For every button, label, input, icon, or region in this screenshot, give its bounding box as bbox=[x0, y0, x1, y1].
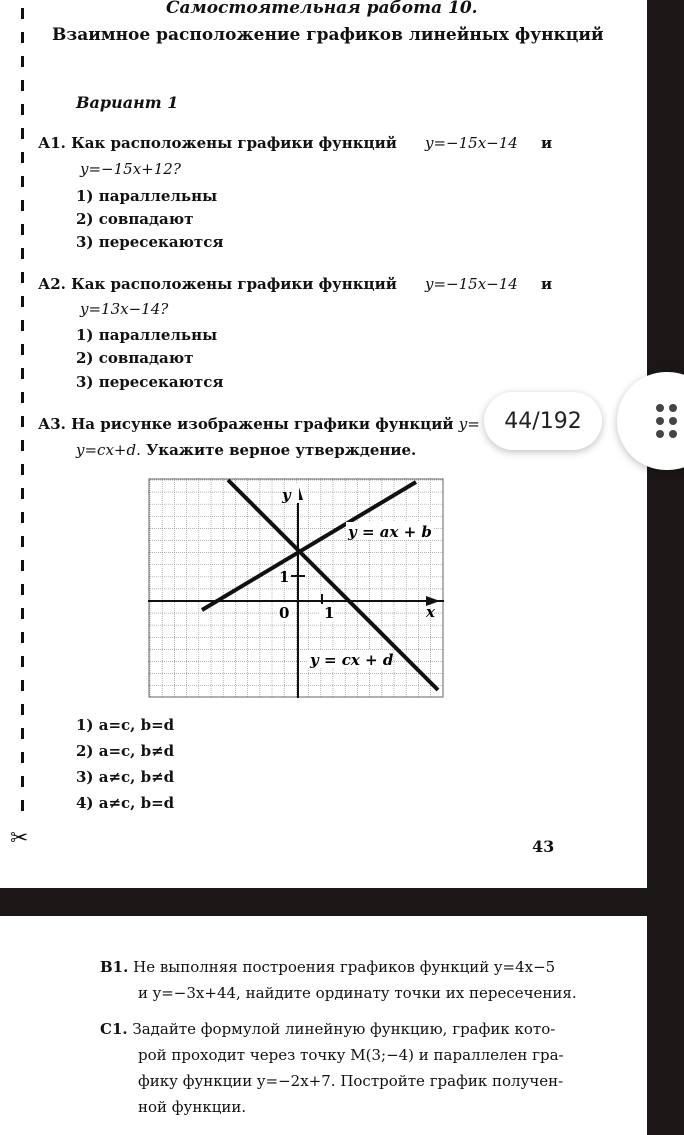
a1-option-2: 2) совпадают bbox=[76, 210, 194, 228]
a3-formula-1: y= bbox=[458, 415, 480, 433]
b1-line-2: и y=−3x+44, найдите ординату точки их пересечения. bbox=[138, 984, 577, 1002]
topic-title: Взаимное расположение графиков линейных функций bbox=[52, 25, 604, 45]
a1-formula-1: y=−15x−14 bbox=[425, 134, 518, 152]
cut-mark bbox=[21, 584, 24, 595]
question-a1 bbox=[38, 134, 397, 152]
question-a3 bbox=[38, 415, 480, 433]
cut-mark bbox=[21, 8, 24, 19]
a3-number: А3. bbox=[38, 415, 66, 433]
a2-and: и bbox=[541, 275, 553, 293]
cut-mark bbox=[21, 488, 24, 499]
a3-option-1: 1) a=c, b=d bbox=[76, 716, 175, 734]
cut-mark bbox=[21, 368, 24, 379]
work-title: Самостоятельная работа 10. bbox=[166, 0, 478, 18]
b1-number: В1. bbox=[100, 958, 129, 976]
cut-mark bbox=[21, 248, 24, 259]
a3-formula-2: y=cx+d. bbox=[76, 441, 141, 459]
cut-mark bbox=[21, 752, 24, 763]
a3-line-2 bbox=[76, 441, 416, 459]
cut-mark bbox=[21, 704, 24, 715]
a1-option-1: 1) параллельны bbox=[76, 187, 218, 205]
question-a2 bbox=[38, 275, 397, 293]
b1-line-1: Не выполняя построения графиков функций y=4x−5 bbox=[133, 958, 556, 976]
cut-mark bbox=[21, 680, 24, 691]
grid-dot-icon bbox=[669, 417, 677, 425]
a1-and: и bbox=[541, 134, 553, 152]
cut-mark bbox=[21, 656, 24, 667]
cut-mark bbox=[21, 152, 24, 163]
line-cx-d-label: y = cx + d bbox=[310, 651, 394, 669]
cut-mark bbox=[21, 608, 24, 619]
line-ax-b-label: y = ax + b bbox=[348, 523, 432, 541]
function-graph bbox=[148, 478, 444, 698]
a2-number: А2. bbox=[38, 275, 66, 293]
a2-formula-2: y=13x−14? bbox=[80, 300, 169, 318]
question-c1 bbox=[100, 1016, 564, 1120]
cut-mark bbox=[21, 512, 24, 523]
graph-grid bbox=[148, 478, 444, 698]
cut-mark bbox=[21, 536, 24, 547]
question-b1 bbox=[100, 954, 577, 1006]
a2-formula-1: y=−15x−14 bbox=[425, 275, 518, 293]
cut-mark bbox=[21, 296, 24, 307]
c1-line-1: Задайте формулой линейную функцию, график кото- bbox=[132, 1020, 556, 1038]
a2-option-2: 2) совпадают bbox=[76, 349, 194, 367]
c1-number: С1. bbox=[100, 1020, 128, 1038]
cut-mark bbox=[21, 128, 24, 139]
a1-number: А1. bbox=[38, 134, 66, 152]
cut-mark bbox=[21, 104, 24, 115]
cut-mark bbox=[21, 560, 24, 571]
a2-option-3: 3) пересекаются bbox=[76, 373, 224, 391]
cut-mark bbox=[21, 272, 24, 283]
line-ax-b bbox=[202, 482, 416, 610]
y-one-label: 1 bbox=[279, 568, 290, 586]
grid-dot-icon bbox=[669, 404, 677, 412]
origin-label: 0 bbox=[279, 604, 290, 622]
page-44 bbox=[0, 916, 647, 1135]
cut-mark bbox=[21, 320, 24, 331]
a3-option-2: 2) a=c, b≠d bbox=[76, 742, 175, 760]
cut-mark bbox=[21, 176, 24, 187]
cut-mark bbox=[21, 80, 24, 91]
cut-mark bbox=[21, 56, 24, 67]
cut-mark bbox=[21, 800, 24, 811]
a3-option-3: 3) a≠c, b≠d bbox=[76, 768, 175, 786]
cut-mark bbox=[21, 32, 24, 43]
c1-line-2: рой проходит через точку M(3;−4) и параллелен гра- bbox=[138, 1046, 564, 1064]
x-one-label: 1 bbox=[324, 604, 335, 622]
cut-mark bbox=[21, 464, 24, 475]
graph-border bbox=[149, 479, 443, 697]
cut-mark bbox=[21, 416, 24, 427]
grid-dot-icon bbox=[656, 404, 664, 412]
a1-formula-2: y=−15x+12? bbox=[80, 160, 181, 178]
grid-dot-icon bbox=[669, 430, 677, 438]
cut-mark bbox=[21, 632, 24, 643]
x-axis-label: x bbox=[426, 603, 435, 621]
grid-dot-icon bbox=[656, 430, 664, 438]
cut-mark bbox=[21, 200, 24, 211]
cut-mark bbox=[21, 344, 24, 355]
a1-text: Как расположены графики функций bbox=[71, 134, 397, 152]
a3-option-4: 4) a≠c, b=d bbox=[76, 794, 175, 812]
a3-text: На рисунке изображены графики функций bbox=[71, 415, 454, 433]
y-axis-label: y bbox=[282, 486, 291, 504]
c1-line-3: фику функции y=−2x+7. Постройте график получен- bbox=[138, 1072, 564, 1090]
c1-line-4: ной функции. bbox=[138, 1098, 247, 1116]
cut-mark bbox=[21, 440, 24, 451]
variant-label: Вариант 1 bbox=[76, 93, 179, 112]
cut-mark bbox=[21, 392, 24, 403]
a2-option-1: 1) параллельны bbox=[76, 326, 218, 344]
cut-mark bbox=[21, 224, 24, 235]
a3-tail: Укажите верное утверждение. bbox=[146, 441, 417, 459]
page-indicator[interactable]: 44/192 bbox=[484, 392, 602, 450]
scissors-icon: ✂ bbox=[10, 826, 29, 851]
a2-text: Как расположены графики функций bbox=[71, 275, 397, 293]
cut-mark bbox=[21, 728, 24, 739]
a1-option-3: 3) пересекаются bbox=[76, 233, 224, 251]
cut-mark bbox=[21, 776, 24, 787]
grid-dot-icon bbox=[656, 417, 664, 425]
page-number: 43 bbox=[532, 837, 555, 856]
